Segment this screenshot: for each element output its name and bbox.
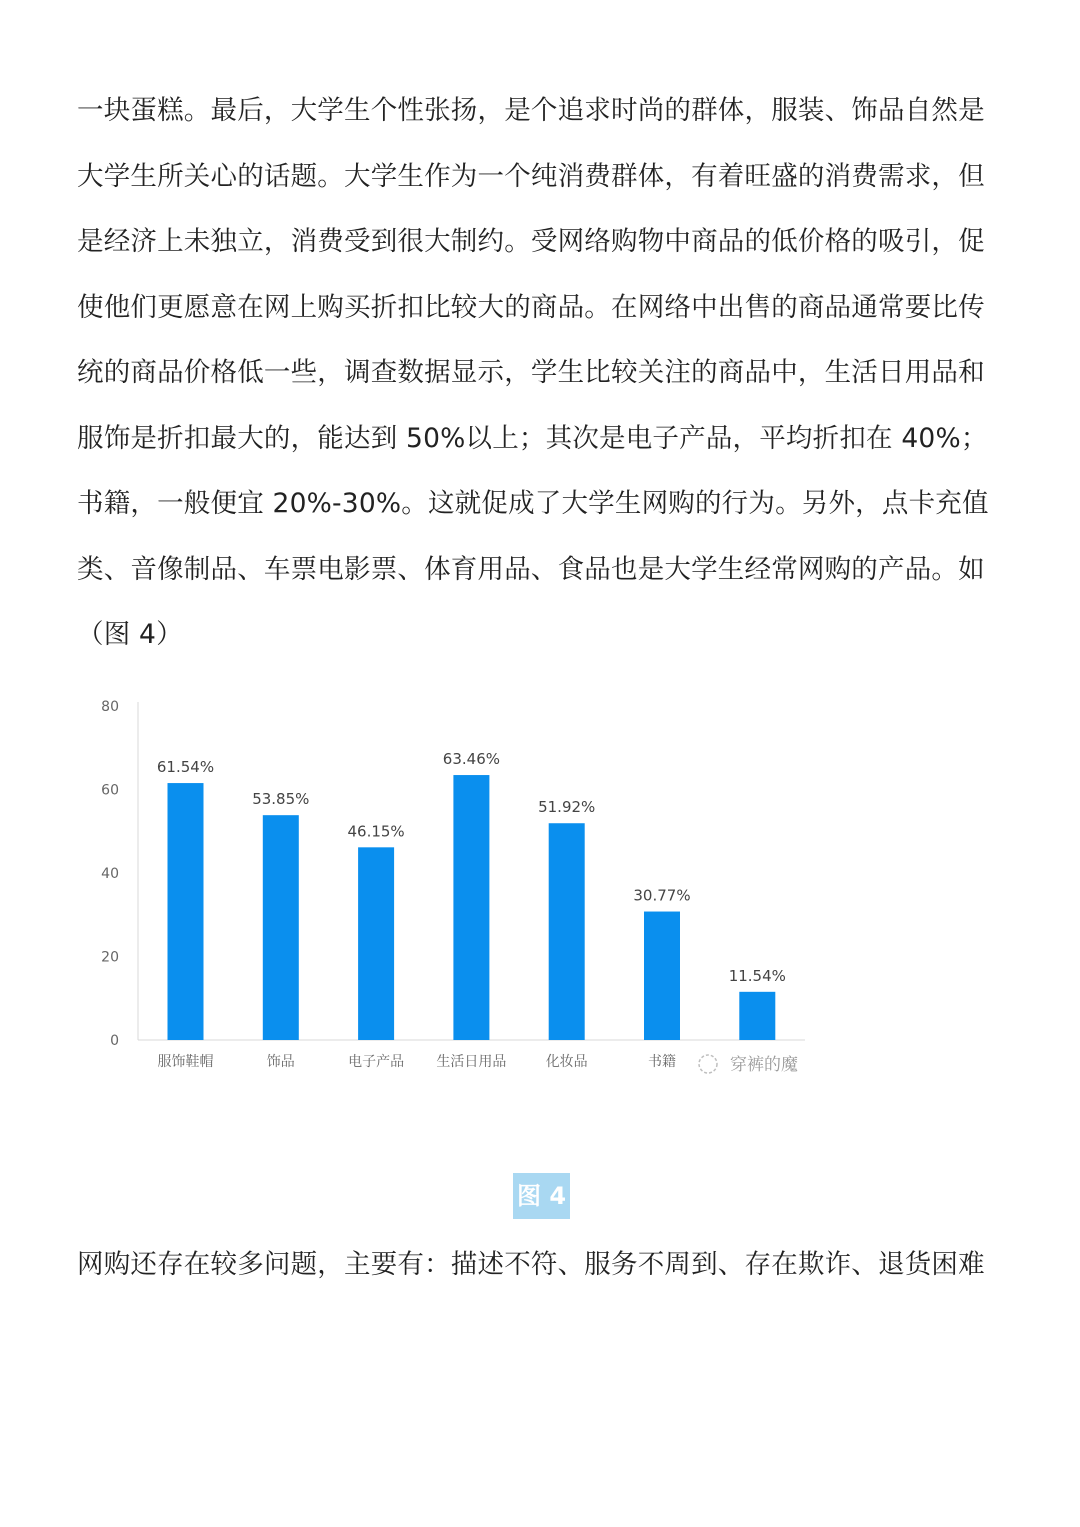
data-label: 30.77% (633, 886, 691, 905)
data-label: 61.54% (156, 758, 215, 777)
watermark-icon (699, 1055, 717, 1073)
bar-chart (0, 680, 1080, 1100)
category-label: 饰品 (266, 1054, 295, 1070)
category-label: 化妆品 (545, 1054, 588, 1070)
category-label: 书籍 (648, 1054, 676, 1070)
watermark-text: 穿裤的魔 (730, 1055, 798, 1075)
y-tick-label: 80 (101, 699, 119, 715)
bar (453, 775, 489, 1040)
category-label: 生活日用品 (436, 1054, 507, 1070)
category-label: 服饰鞋帽 (157, 1054, 214, 1070)
y-tick-label: 60 (101, 782, 119, 799)
figure-caption: 图 4 (513, 1173, 570, 1219)
bar (549, 823, 585, 1040)
chart-svg (0, 680, 1080, 1100)
bar (358, 847, 394, 1040)
y-tick-label: 0 (110, 1033, 119, 1049)
data-label: 53.85% (252, 790, 310, 809)
y-tick-label: 20 (101, 949, 119, 966)
data-label: 63.46% (442, 750, 501, 769)
y-tick-label: 40 (101, 866, 119, 882)
body-paragraph-1: 一块蛋糕。最后，大学生个性张扬，是个追求时尚的群体，服装、饰品自然是 大学生所关心的话题。大学生作为一个纯消费群体，有着旺盛的消费需求，但 是经济上未独立，消费受到很大制约。受网络购物中商品的低价格的吸引，促 使他们更愿意在网上购买折扣比较大的商品。在网络中出售的商品通常要比传 统的商品价格低一些，调查数据显示，学生比较关注的商品中，生活日用品和 服饰是折扣最大的，能达到 50%以上；其次是电子产品，平均折扣在 40%； 书籍，一般便宜 20%-30%。这就促成了大学生网购的行为。另外，点卡充值 类、音像制品、车票电影票、体育用品、食品也是大学生经常网购的产品。如 （图 4） (77, 95, 989, 650)
category-label: 电子产品 (348, 1054, 405, 1070)
bar (644, 912, 680, 1040)
data-label: 51.92% (538, 798, 596, 817)
bar (263, 815, 299, 1040)
bar (739, 992, 775, 1040)
body-paragraph-2: 网购还存在较多问题，主要有：描述不符、服务不周到、存在欺诈、退货困难 (77, 1249, 985, 1280)
data-label: 11.54% (728, 966, 786, 985)
bar (168, 783, 204, 1040)
data-label: 46.15% (347, 822, 405, 841)
